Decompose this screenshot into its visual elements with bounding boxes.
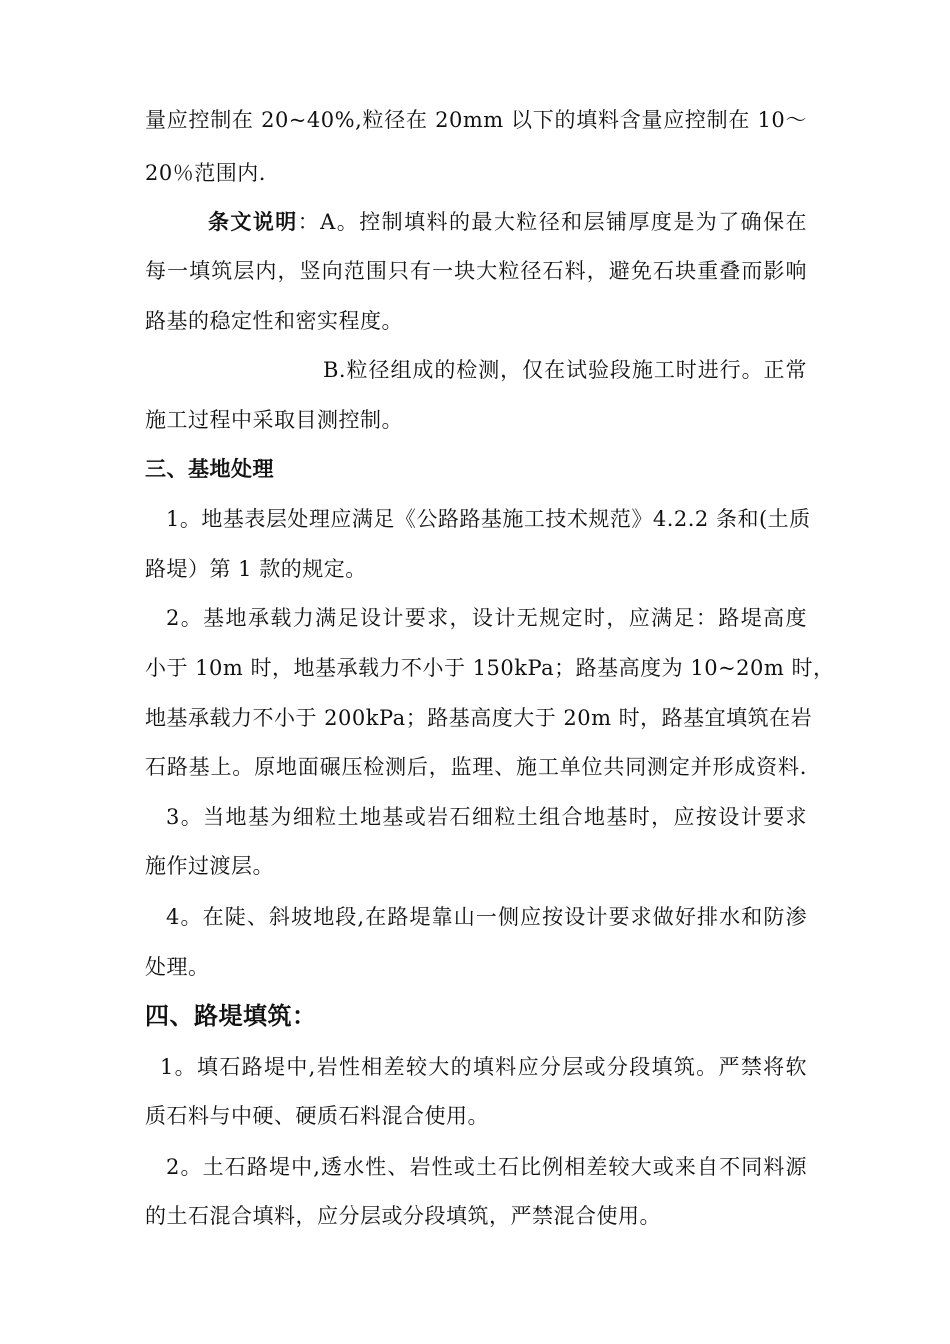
- body-line: 石路基上。原地面碾压检测后，监理、施工单位共同测定并形成资料.: [145, 755, 807, 779]
- body-line: B.粒径组成的检测，仅在试验段施工时进行。正常: [323, 358, 807, 382]
- body-line: 2。基地承载力满足设计要求，设计无规定时，应满足：路堤高度: [166, 606, 807, 630]
- body-line: 4。在陡、斜坡地段,在路堤靠山一侧应按设计要求做好排水和防渗: [166, 905, 807, 929]
- body-line: 施工过程中采取目测控制。: [145, 408, 403, 432]
- body-line: 1。地基表层处理应满足《公路路基施工技术规范》4.2.2 条和(土质: [166, 507, 811, 531]
- note-text: ：A。控制填料的最大粒径和层铺厚度是为了确保在: [297, 210, 807, 234]
- note-label: 条文说明: [208, 209, 298, 234]
- body-line: 20％范围内.: [145, 161, 266, 185]
- section-heading: 三、基地处理: [145, 456, 274, 481]
- body-line: 质石料与中硬、硬质石料混合使用。: [145, 1104, 489, 1128]
- body-line: 2。土石路堤中,透水性、岩性或土石比例相差较大或来自不同料源: [166, 1155, 807, 1179]
- body-line: 施作过渡层。: [145, 854, 274, 878]
- body-line: 每一填筑层内，竖向范围只有一块大粒径石料，避免石块重叠而影响: [145, 259, 807, 283]
- body-line: 小于 10m 时，地基承载力不小于 150kPa；路基高度为 10~20m 时，: [145, 656, 835, 680]
- body-line: 1。填石路堤中,岩性相差较大的填料应分层或分段填筑。严禁将软: [160, 1055, 807, 1079]
- body-line: 地基承载力不小于 200kPa；路基高度大于 20m 时，路基宜填筑在岩: [145, 706, 813, 730]
- body-line: 处理。: [145, 955, 210, 979]
- body-line: 3。当地基为细粒土地基或岩石细粒土组合地基时，应按设计要求: [166, 805, 807, 829]
- body-line: 路堤）第 1 款的规定。: [145, 557, 367, 581]
- body-line: 路基的稳定性和密实程度。: [145, 309, 403, 333]
- body-line: 量应控制在 20~40%,粒径在 20mm 以下的填料含量应控制在 10～: [145, 108, 807, 132]
- body-line: 的土石混合填料，应分层或分段填筑，严禁混合使用。: [145, 1204, 661, 1228]
- section-heading: 四、路堤填筑：: [145, 1001, 317, 1030]
- note-paragraph-first-line: [208, 207, 807, 237]
